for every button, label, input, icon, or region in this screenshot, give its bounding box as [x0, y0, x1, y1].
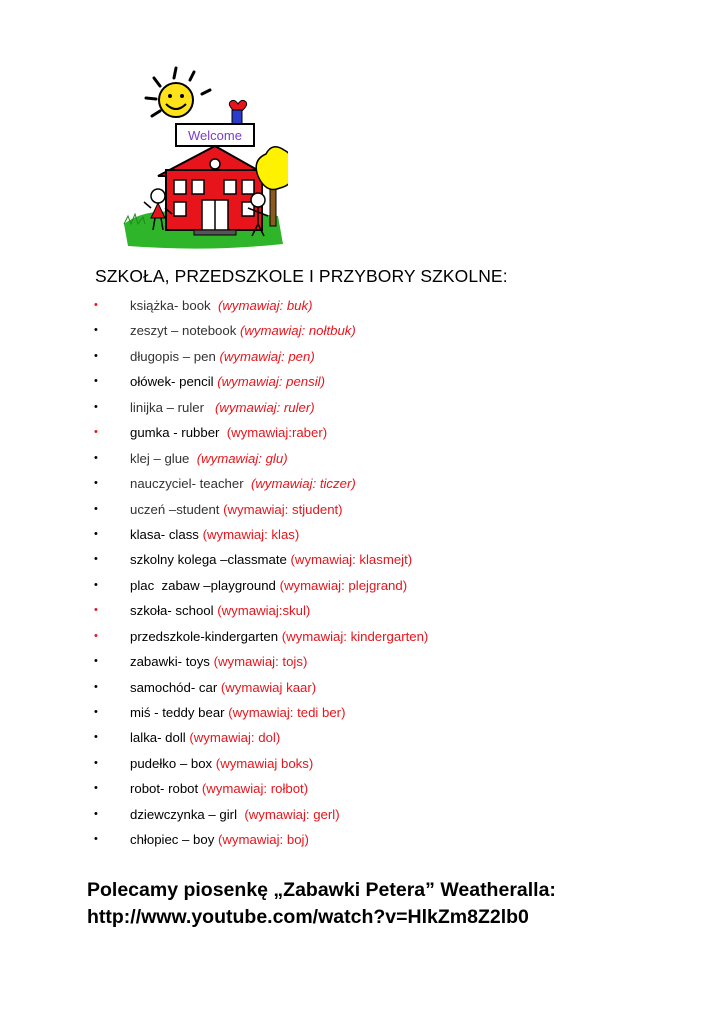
list-item: [0, 751, 725, 776]
vocab-entry: [130, 675, 316, 700]
vocab-pronunciation: (wymawiaj kaar): [220, 679, 317, 695]
vocab-entry: [130, 700, 345, 725]
vocab-entry: [130, 293, 313, 318]
vocab-word: przedszkole-kindergarten: [130, 628, 282, 644]
vocab-word: szkolny kolega –classmate: [130, 552, 291, 568]
bullet-icon: •: [94, 578, 98, 591]
vocab-entry: [130, 649, 307, 674]
bullet-icon: •: [94, 400, 98, 413]
vocab-pronunciation: (wymawiaj: kindergarten): [281, 628, 429, 644]
vocab-word: dziewczynka – girl: [130, 806, 245, 822]
vocab-word: szkoła- school: [130, 603, 218, 619]
list-item: [0, 318, 725, 343]
vocab-pronunciation: (wymawiaj:raber): [226, 425, 328, 441]
vocab-word: miś - teddy bear: [130, 705, 229, 720]
vocab-entry: [130, 318, 356, 343]
list-item: [0, 369, 725, 394]
vocab-entry: [130, 827, 309, 852]
vocab-word: linijka – ruler: [130, 399, 216, 415]
list-item: [0, 547, 725, 572]
vocab-word: długopis – pen: [130, 348, 220, 364]
vocab-word: pudełko – box: [130, 755, 216, 771]
list-item: [0, 293, 725, 318]
bullet-icon: •: [94, 833, 98, 846]
vocab-entry: [130, 573, 407, 598]
youtube-link[interactable]: http://www.youtube.com/watch?v=HlkZm8Z2lb0: [87, 906, 529, 928]
vocab-entry: [130, 547, 412, 572]
bullet-icon: •: [94, 349, 98, 362]
bullet-icon: •: [94, 553, 98, 566]
vocab-word: klasa- class: [130, 526, 203, 542]
bullet-icon: •: [94, 629, 98, 642]
vocab-entry: [130, 395, 315, 420]
list-item: [0, 675, 725, 700]
vocab-entry: [130, 802, 340, 827]
list-item: [0, 598, 725, 623]
vocab-word: uczeń –student: [130, 501, 224, 517]
vocab-entry: [130, 725, 280, 750]
vocab-entry: [130, 522, 299, 547]
vocab-word: plac zabaw –playground: [130, 577, 280, 593]
bullet-icon: •: [94, 299, 98, 311]
list-item: [0, 725, 725, 750]
vocab-pronunciation: (wymawiaj: plejgrand): [279, 577, 408, 593]
vocab-pronunciation: (wymawiaj: pensil): [217, 374, 325, 390]
list-item: [0, 446, 725, 471]
bullet-icon: •: [94, 324, 98, 337]
bullet-icon: •: [94, 604, 98, 617]
bullet-icon: •: [94, 451, 98, 464]
list-item: [0, 624, 725, 649]
list-item: [0, 344, 725, 369]
vocab-pronunciation: (wymawiaj: rołbot): [201, 781, 309, 797]
vocab-word: klej – glue: [130, 450, 197, 466]
vocab-pronunciation: (wymawiaj: stjudent): [223, 501, 343, 517]
list-item: [0, 395, 725, 420]
list-item: [0, 573, 725, 598]
vocab-pronunciation: (wymawiaj: klasmejt): [290, 552, 413, 568]
vocab-entry: [130, 624, 428, 649]
vocab-word: książka- book: [130, 298, 218, 313]
list-item: [0, 649, 725, 674]
song-recommendation: [87, 877, 556, 931]
vocab-pronunciation: (wymawiaj: klas): [202, 526, 300, 542]
vocab-word: lalka- doll: [130, 730, 190, 746]
welcome-sign-text: Welcome: [188, 128, 242, 143]
vocab-pronunciation: (wymawiaj boks): [215, 755, 314, 771]
vocab-word: samochód- car: [130, 679, 221, 695]
vocab-entry: [130, 369, 325, 394]
vocab-word: ołówek- pencil: [130, 374, 218, 390]
vocab-pronunciation: (wymawiaj: boj): [217, 832, 309, 848]
bullet-icon: •: [94, 706, 98, 718]
recommendation-text: Polecamy piosenkę „Zabawki Petera” Weatheralla:: [87, 879, 556, 901]
vocab-pronunciation: (wymawiaj: gerl): [244, 806, 340, 822]
vocab-entry: [130, 420, 327, 445]
vocab-pronunciation: (wymawiaj: buk): [217, 298, 313, 313]
list-item: [0, 700, 725, 725]
vocab-word: zabawki- toys: [130, 654, 214, 670]
vocab-pronunciation: (wymawiaj: nołtbuk): [239, 323, 356, 339]
bullet-icon: •: [94, 731, 98, 744]
bullet-icon: •: [94, 477, 98, 490]
page-title: SZKOŁA, PRZEDSZKOLE I PRZYBORY SZKOLNE:: [95, 266, 508, 286]
vocab-pronunciation: (wymawiaj: ticzer): [250, 476, 356, 492]
vocab-word: gumka - rubber: [130, 425, 227, 441]
vocab-pronunciation: (wymawiaj: tojs): [213, 654, 308, 670]
vocab-word: zeszyt – notebook: [130, 323, 240, 339]
vocab-entry: [130, 446, 288, 471]
bullet-icon: •: [94, 782, 98, 795]
list-item: [0, 471, 725, 496]
vocab-entry: [130, 598, 310, 623]
vocab-entry: [130, 471, 356, 496]
vocab-pronunciation: (wymawiaj: tedi ber): [228, 705, 346, 720]
list-item: [0, 827, 725, 852]
vocab-entry: [130, 497, 343, 522]
vocab-word: robot- robot: [130, 781, 202, 797]
vocabulary-list: [0, 293, 725, 853]
vocab-entry: [130, 751, 313, 776]
bullet-icon: •: [94, 655, 98, 668]
list-item: [0, 776, 725, 801]
vocab-entry: [130, 776, 308, 801]
vocab-pronunciation: (wymawiaj: pen): [219, 348, 315, 364]
vocab-entry: [130, 344, 315, 369]
school-house-icon: [118, 66, 288, 252]
vocab-word: nauczyciel- teacher: [130, 476, 251, 492]
vocab-pronunciation: (wymawiaj: glu): [196, 450, 288, 466]
bullet-icon: •: [94, 502, 98, 515]
vocab-word: chłopiec – boy: [130, 832, 218, 848]
list-item: [0, 522, 725, 547]
vocab-pronunciation: (wymawiaj:skul): [217, 603, 311, 619]
list-item: [0, 497, 725, 522]
bullet-icon: •: [94, 527, 98, 540]
list-item: [0, 420, 725, 445]
list-item: [0, 802, 725, 827]
bullet-icon: •: [94, 756, 98, 769]
bullet-icon: •: [94, 375, 98, 388]
vocab-pronunciation: (wymawiaj: ruler): [215, 399, 315, 415]
bullet-icon: •: [94, 426, 98, 439]
bullet-icon: •: [94, 807, 98, 820]
vocab-pronunciation: (wymawiaj: dol): [189, 730, 281, 746]
bullet-icon: •: [94, 680, 98, 693]
